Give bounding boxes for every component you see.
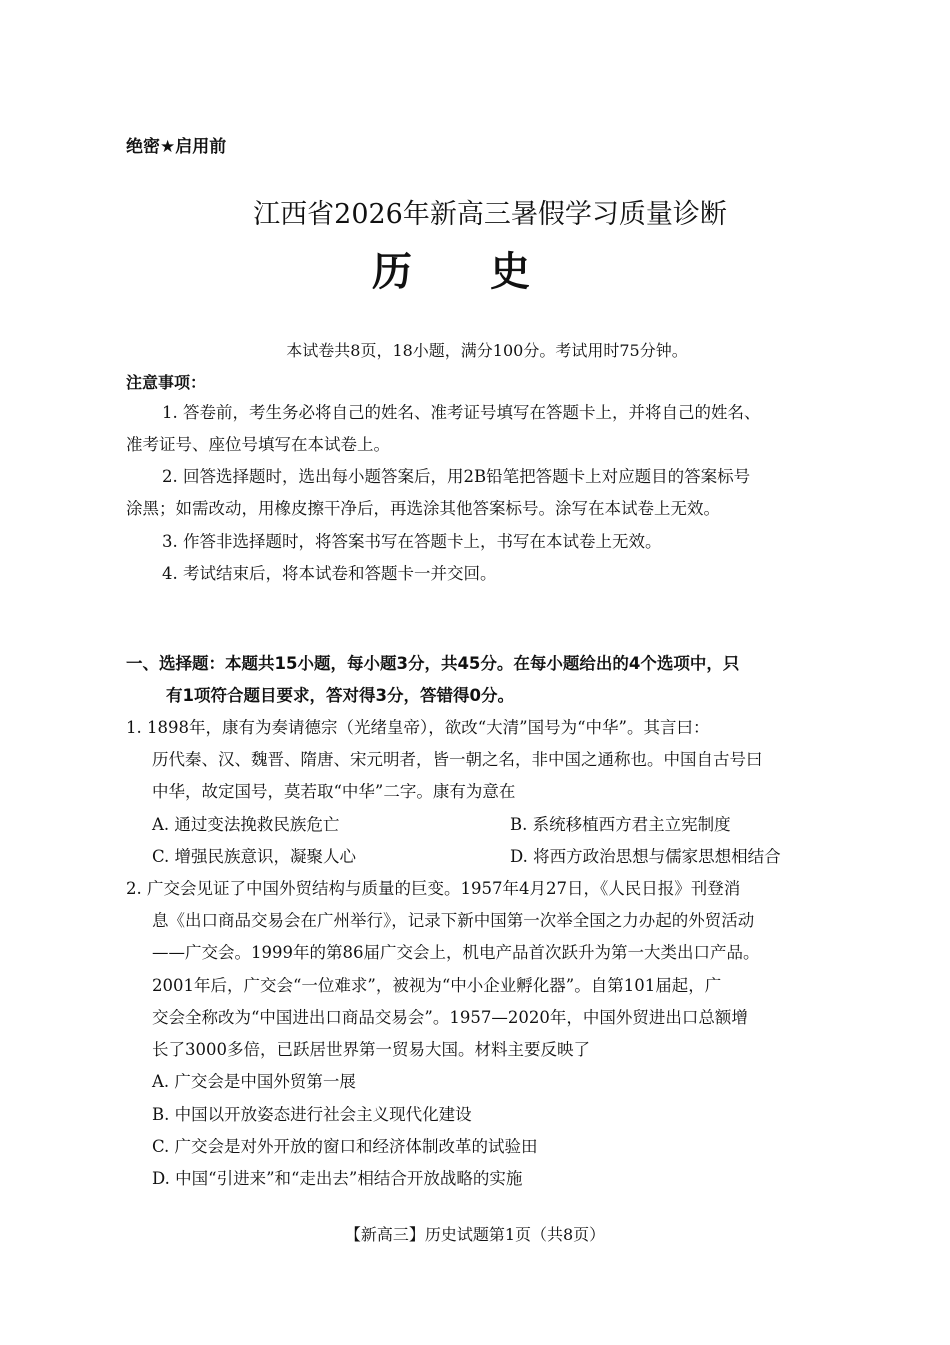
- subject-title: 历史: [372, 249, 608, 295]
- section-heading: 一、选择题：本题共15小题，每小题3分，共45分。在每小题给出的4个选项中，只: [126, 654, 740, 673]
- q2-option-a: A. 广交会是中国外贸第一展: [152, 1072, 356, 1091]
- notice-item-3: 3. 作答非选择题时，将答案书写在答题卡上，书写在本试卷上无效。: [162, 532, 662, 551]
- notice-title: 注意事项：: [126, 373, 207, 392]
- q1-option-d: D. 将西方政治思想与儒家思想相结合: [510, 847, 781, 866]
- q2-stem-line-6: 长了3000多倍，已跃居世界第一贸易大国。材料主要反映了: [152, 1040, 590, 1059]
- exam-intro: 本试卷共8页，18小题，满分100分。考试用时75分钟。: [286, 341, 688, 360]
- notice-item-2-cont: 涂黑；如需改动，用橡皮擦干净后，再选涂其他答案标号。涂写在本试卷上无效。: [126, 499, 720, 518]
- notice-item-1-cont: 准考证号、座位号填写在本试卷上。: [126, 435, 390, 454]
- q1-stem-line-1: 1. 1898年，康有为奏请德宗（光绪皇帝），欲改“大清”国号为“中华”。其言曰：: [126, 718, 710, 737]
- exam-title: 江西省2026年新高三暑假学习质量诊断: [253, 199, 727, 230]
- q2-option-d: D. 中国“引进来”和“走出去”相结合开放战略的实施: [152, 1169, 523, 1188]
- q2-stem-line-1: 2. 广交会见证了中国外贸结构与质量的巨变。1957年4月27日，《人民日报》刊登消: [126, 879, 741, 898]
- confidential-mark: 绝密★启用前: [126, 137, 227, 157]
- notice-item-1: 1. 答卷前，考生务必将自己的姓名、准考证号填写在答题卡上，并将自己的姓名、: [162, 403, 761, 422]
- q2-option-c: C. 广交会是对外开放的窗口和经济体制改革的试验田: [152, 1137, 538, 1156]
- notice-item-4: 4. 考试结束后，将本试卷和答题卡一并交回。: [162, 564, 497, 583]
- section-heading-cont: 有1项符合题目要求，答对得3分，答错得0分。: [166, 686, 514, 705]
- q1-option-a: A. 通过变法挽救民族危亡: [152, 815, 340, 834]
- q2-stem-line-3: ——广交会。1999年的第86届广交会上，机电产品首次跃升为第一大类出口产品。: [152, 943, 760, 962]
- q1-stem-line-3: 中华，故定国号，莫若取“中华”二字。康有为意在: [152, 782, 516, 801]
- notice-item-2: 2. 回答选择题时，选出每小题答案后，用2B铅笔把答题卡上对应题目的答案标号: [162, 467, 751, 486]
- q1-option-b: B. 系统移植西方君主立宪制度: [510, 815, 731, 834]
- q2-option-b: B. 中国以开放姿态进行社会主义现代化建设: [152, 1105, 472, 1124]
- q2-stem-line-5: 交会全称改为“中国进出口商品交易会”。1957—2020年，中国外贸进出口总额增: [152, 1008, 748, 1027]
- q2-stem-line-4: 2001年后，广交会“一位难求”，被视为“中小企业孵化器”。自第101届起，广: [152, 976, 722, 995]
- q1-stem-line-2: 历代秦、汉、魏晋、隋唐、宋元明者，皆一朝之名，非中国之通称也。中国自古号曰: [152, 750, 763, 769]
- page-footer: 【新高三】历史试题第1页（共8页）: [344, 1225, 606, 1244]
- q2-stem-line-2: 息《出口商品交易会在广州举行》，记录下新中国第一次举全国之力办起的外贸活动: [152, 911, 755, 930]
- q1-option-c: C. 增强民族意识，凝聚人心: [152, 847, 357, 866]
